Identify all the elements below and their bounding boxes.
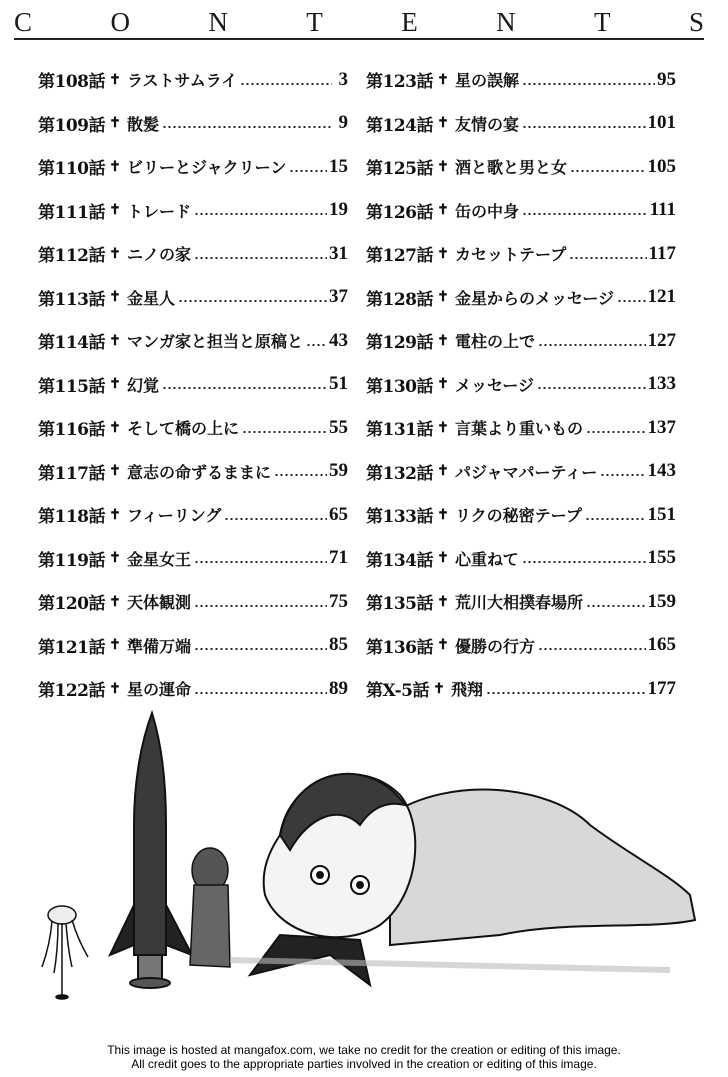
toc-entry <box>366 319 676 363</box>
heading-letter: T <box>594 6 611 37</box>
cross-mark-icon: ✝ <box>437 71 449 88</box>
heading-letter: E <box>401 6 418 37</box>
episode-number: 第111話 <box>38 202 105 223</box>
dot-leader <box>162 126 332 128</box>
dot-leader <box>522 561 646 563</box>
page-number: 143 <box>647 460 676 482</box>
episode-title: 友情の宴 <box>455 114 520 134</box>
toc-entry <box>38 580 348 624</box>
heading-letter: C <box>14 6 33 37</box>
dot-leader <box>224 518 327 520</box>
cross-mark-icon: ✝ <box>109 158 121 175</box>
episode-number: 第114話 <box>38 333 105 354</box>
episode-title: ビリーとジャクリーン <box>127 158 287 178</box>
episode-number: 第130話 <box>366 376 433 397</box>
episode-number: 第121話 <box>38 637 105 658</box>
episode-title: 言葉より重いもの <box>455 419 584 439</box>
page-number: 15 <box>329 155 348 177</box>
episode-number: 第132話 <box>366 463 433 484</box>
episode-title: フィーリング <box>127 506 222 526</box>
episode-title: 電柱の上で <box>455 332 536 352</box>
toc-entry <box>38 624 348 668</box>
cross-mark-icon: ✝ <box>437 419 449 436</box>
dot-leader <box>522 83 655 85</box>
heading-letter: O <box>110 6 130 37</box>
toc-entry <box>366 189 676 233</box>
page-number: 43 <box>329 329 348 351</box>
toc-entry <box>366 276 676 320</box>
toc-entry <box>38 102 348 146</box>
dot-leader <box>162 387 327 389</box>
character-lying-drawing <box>230 774 695 985</box>
cross-mark-icon: ✝ <box>437 332 449 349</box>
episode-number: 第109話 <box>38 115 105 136</box>
episode-number: 第127話 <box>366 246 433 267</box>
toc-entry <box>38 493 348 537</box>
toc-entry <box>366 493 676 537</box>
page-number: 37 <box>329 286 348 308</box>
cross-mark-icon: ✝ <box>437 593 449 610</box>
toc-entry <box>38 537 348 581</box>
cross-mark-icon: ✝ <box>437 376 449 393</box>
episode-title: 星の誤解 <box>455 71 520 91</box>
cross-mark-icon: ✝ <box>437 506 449 523</box>
cross-mark-icon: ✝ <box>437 158 449 175</box>
credit-line-2: All credit goes to the appropriate parties involved in the creation or editing of this image. <box>131 1057 597 1071</box>
episode-number: 第110話 <box>38 159 105 180</box>
episode-title: 意志の命ずるままに <box>127 462 272 482</box>
heading-rule <box>14 38 704 40</box>
episode-title: カセットテープ <box>455 245 567 265</box>
dot-leader <box>194 605 327 607</box>
episode-title: 星の運命 <box>127 680 192 700</box>
dot-leader <box>617 300 645 302</box>
episode-number: 第124話 <box>366 115 433 136</box>
cross-mark-icon: ✝ <box>109 637 121 654</box>
cross-mark-icon: ✝ <box>437 115 449 132</box>
cross-mark-icon: ✝ <box>437 202 449 219</box>
dot-leader <box>242 431 327 433</box>
jellyfish-figure <box>42 906 88 999</box>
dot-leader <box>585 518 646 520</box>
episode-title: 天体観測 <box>127 593 192 613</box>
page-number: 89 <box>329 677 348 699</box>
toc-entry <box>366 406 676 450</box>
dot-leader <box>289 170 327 172</box>
page-number: 75 <box>329 590 348 612</box>
dot-leader <box>586 431 645 433</box>
episode-number: 第113話 <box>38 289 105 310</box>
episode-number: 第133話 <box>366 507 433 528</box>
page-number: 65 <box>329 503 348 525</box>
episode-number: 第126話 <box>366 202 433 223</box>
dot-leader <box>194 213 327 215</box>
cross-mark-icon: ✝ <box>109 506 121 523</box>
page-number: 31 <box>329 242 348 264</box>
dot-leader <box>569 257 646 259</box>
episode-title: 金星女王 <box>127 549 192 569</box>
toc-entry <box>38 276 348 320</box>
page-number: 111 <box>649 199 676 221</box>
heading-letter: S <box>688 6 704 37</box>
toc-entry <box>38 145 348 189</box>
episode-number: 第117話 <box>38 463 105 484</box>
page-number: 95 <box>657 68 676 90</box>
dot-leader <box>538 344 645 346</box>
toc-entry <box>38 232 348 276</box>
dot-leader <box>522 126 645 128</box>
page-number: 133 <box>647 373 676 395</box>
contents-heading <box>14 6 704 38</box>
page-number: 105 <box>647 155 676 177</box>
episode-number: 第120話 <box>38 594 105 615</box>
episode-number: 第129話 <box>366 333 433 354</box>
episode-number: 第119話 <box>38 550 105 571</box>
cross-mark-icon: ✝ <box>109 245 121 262</box>
page-number: 155 <box>647 547 676 569</box>
episode-title: トレード <box>127 201 192 221</box>
episode-title: そして橋の上に <box>127 419 240 439</box>
toc-entry <box>38 189 348 233</box>
episode-number: 第123話 <box>366 72 433 93</box>
toc-entry <box>366 450 676 494</box>
episode-title: メッセージ <box>455 375 535 395</box>
episode-title: 酒と歌と男と女 <box>455 158 568 178</box>
episode-number: 第135話 <box>366 594 433 615</box>
cross-mark-icon: ✝ <box>109 202 121 219</box>
dot-leader <box>274 474 327 476</box>
toc-entry <box>366 232 676 276</box>
page-number: 165 <box>647 634 676 656</box>
page-number: 9 <box>338 112 348 134</box>
toc-entry <box>366 537 676 581</box>
episode-number: 第134話 <box>366 550 433 571</box>
toc-entry <box>366 580 676 624</box>
cross-mark-icon: ✝ <box>437 245 449 262</box>
credit-line-1: This image is hosted at mangafox.com, we take no credit for the creation or editing of this image. <box>107 1043 621 1057</box>
episode-title: 金星からのメッセージ <box>455 288 615 308</box>
episode-number: 第108話 <box>38 72 105 93</box>
episode-title: 缶の中身 <box>455 201 520 221</box>
dot-leader <box>600 474 645 476</box>
dot-leader <box>522 213 648 215</box>
cross-mark-icon: ✝ <box>109 550 121 567</box>
page-number: 55 <box>329 416 348 438</box>
episode-title: 幻覚 <box>127 375 160 395</box>
episode-title: 散髪 <box>127 114 160 134</box>
page-number: 71 <box>329 547 348 569</box>
episode-title: ニノの家 <box>127 245 192 265</box>
dot-leader <box>194 648 327 650</box>
episode-number: 第118話 <box>38 507 105 528</box>
rocket-drawing <box>110 713 192 988</box>
page-number: 137 <box>647 416 676 438</box>
cross-mark-icon: ✝ <box>109 593 121 610</box>
episode-title: パジャマパーティー <box>455 462 598 482</box>
dot-leader <box>586 605 645 607</box>
episode-number: 第128話 <box>366 289 433 310</box>
cross-mark-icon: ✝ <box>109 463 121 480</box>
toc-column-left <box>38 58 348 711</box>
hosting-credit <box>0 1043 728 1071</box>
toc-entry <box>38 58 348 102</box>
cross-mark-icon: ✝ <box>109 71 121 88</box>
cross-mark-icon: ✝ <box>437 463 449 480</box>
heading-letter: T <box>306 6 323 37</box>
toc-column-right <box>366 58 676 711</box>
cross-mark-icon: ✝ <box>437 550 449 567</box>
dot-leader <box>194 257 327 259</box>
toc-entry <box>366 102 676 146</box>
dot-leader <box>570 170 645 172</box>
page-number: 159 <box>647 590 676 612</box>
dot-leader <box>194 561 327 563</box>
episode-title: リクの秘密テープ <box>455 506 582 526</box>
toc-entry <box>366 363 676 407</box>
toc-entry <box>366 667 676 711</box>
episode-title: 金星人 <box>127 288 176 308</box>
page-number: 151 <box>647 503 676 525</box>
cross-mark-icon: ✝ <box>109 680 121 697</box>
episode-number: 第112話 <box>38 246 105 267</box>
small-creature-drawing <box>190 848 230 967</box>
heading-letter: N <box>208 6 228 37</box>
toc-entry <box>366 58 676 102</box>
page-number: 59 <box>329 460 348 482</box>
episode-title: マンガ家と担当と原稿と <box>127 332 304 352</box>
heading-letter: N <box>496 6 516 37</box>
episode-number: 第116話 <box>38 420 105 441</box>
episode-number: 第115話 <box>38 376 105 397</box>
toc-entry <box>38 406 348 450</box>
episode-number: 第X-5話 <box>366 681 429 702</box>
episode-number: 第136話 <box>366 637 433 658</box>
page-number: 177 <box>647 677 676 699</box>
dot-leader <box>194 692 327 694</box>
dot-leader <box>537 387 645 389</box>
cross-mark-icon: ✝ <box>109 419 121 436</box>
toc-entry <box>38 450 348 494</box>
page-number: 101 <box>647 112 676 134</box>
cross-mark-icon: ✝ <box>109 115 121 132</box>
dot-leader <box>538 648 645 650</box>
episode-title: 優勝の行方 <box>455 636 536 656</box>
episode-title: 心重ねて <box>455 549 519 569</box>
cross-mark-icon: ✝ <box>437 289 449 306</box>
cross-mark-icon: ✝ <box>109 289 121 306</box>
episode-number: 第125話 <box>366 159 433 180</box>
dot-leader <box>178 300 327 302</box>
episode-title: 飛翔 <box>450 680 483 700</box>
page-number: 51 <box>329 373 348 395</box>
cross-mark-icon: ✝ <box>109 332 121 349</box>
episode-title: 荒川大相撲春場所 <box>455 593 584 613</box>
episode-title: 準備万端 <box>127 636 192 656</box>
toc-entry <box>38 667 348 711</box>
page-number: 121 <box>647 286 676 308</box>
toc-entry <box>366 624 676 668</box>
dot-leader <box>306 344 327 346</box>
cross-mark-icon: ✝ <box>433 680 445 697</box>
page-number: 85 <box>329 634 348 656</box>
page-number: 3 <box>338 68 348 90</box>
page-number: 127 <box>647 329 676 351</box>
episode-title: ラストサムライ <box>127 71 238 91</box>
cross-mark-icon: ✝ <box>109 376 121 393</box>
dot-leader <box>486 692 646 694</box>
page-number: 19 <box>329 199 348 221</box>
dot-leader <box>240 83 332 85</box>
cross-mark-icon: ✝ <box>437 637 449 654</box>
illustration <box>30 705 720 1035</box>
toc-entry <box>38 363 348 407</box>
toc-entry <box>38 319 348 363</box>
episode-number: 第122話 <box>38 681 105 702</box>
toc-entry <box>366 145 676 189</box>
page-number: 117 <box>648 242 676 264</box>
episode-number: 第131話 <box>366 420 433 441</box>
